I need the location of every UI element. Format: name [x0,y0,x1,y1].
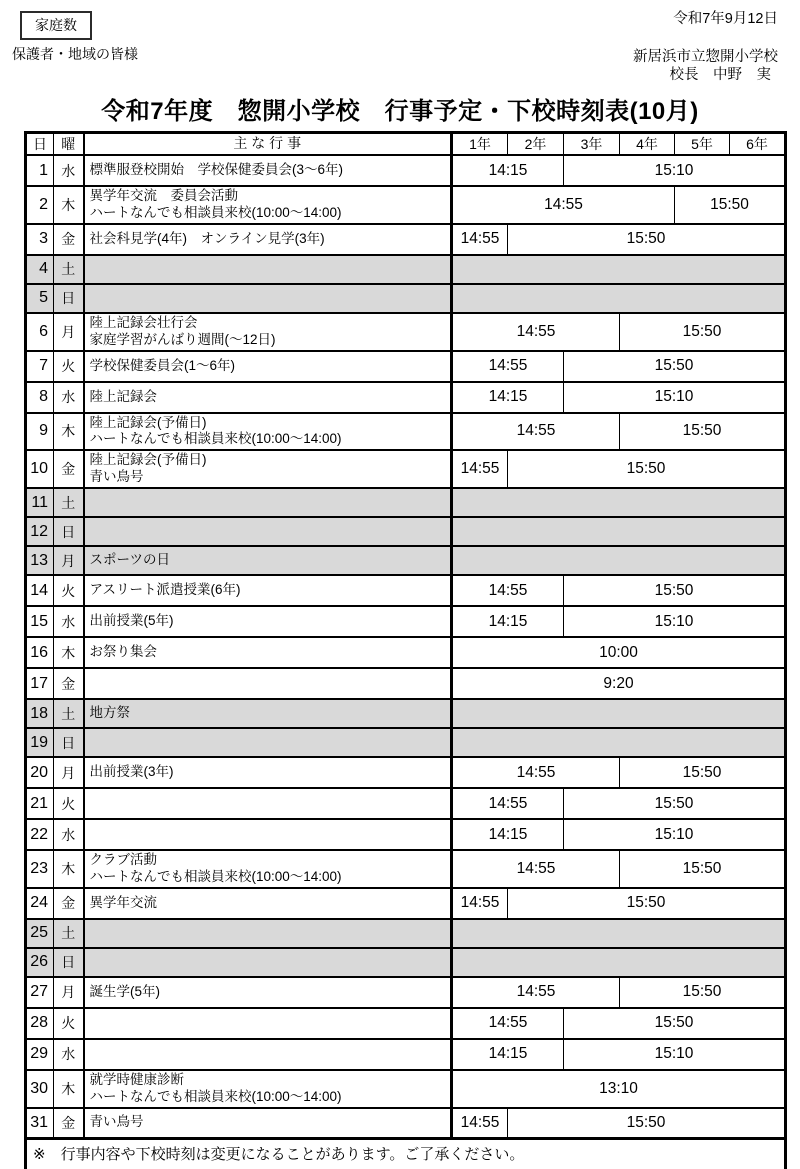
dismissal-time-cell: 13:10 [452,1070,786,1108]
time-cell-empty [452,546,786,575]
table-row [26,382,786,413]
weekday-cell: 木 [54,413,84,451]
header-grade-5: 5年 [675,133,730,156]
document-header [0,0,800,84]
day-number-cell: 20 [26,757,54,788]
weekday-cell: 土 [54,699,84,728]
household-count-box: 家庭数 [20,11,92,40]
weekday-cell: 木 [54,637,84,668]
table-row [26,575,786,606]
table-row [26,1008,786,1039]
table-row [26,546,786,575]
event-line: ハートなんでも相談員来校(10:00〜14:00) [89,868,342,884]
day-number-cell: 26 [26,948,54,977]
event-line: 就学時健康診断 [89,1071,184,1087]
weekday-cell: 木 [54,1070,84,1108]
day-number-cell: 28 [26,1008,54,1039]
dismissal-time-cell: 15:50 [564,788,786,819]
weekday-cell: 日 [54,948,84,977]
dismissal-time-cell: 14:15 [452,155,564,186]
dismissal-time-cell: 15:50 [620,977,786,1008]
event-cell [84,637,452,668]
table-header-row [26,133,786,156]
table-row [26,606,786,637]
weekday-cell: 木 [54,186,84,224]
event-cell [84,788,452,819]
dismissal-time-cell: 15:10 [564,819,786,850]
day-number-cell: 31 [26,1108,54,1139]
event-cell [84,224,452,255]
day-number-cell: 21 [26,788,54,819]
dismissal-time-cell: 14:15 [452,1039,564,1070]
dismissal-time-cell: 14:55 [452,850,620,888]
header-grade-4: 4年 [620,133,675,156]
table-row [26,728,786,757]
day-number-cell: 29 [26,1039,54,1070]
header-grade-3: 3年 [564,133,620,156]
header-day: 日 [26,133,54,156]
dismissal-time-cell: 14:55 [452,413,620,451]
day-number-cell: 30 [26,1070,54,1108]
weekday-cell: 水 [54,819,84,850]
weekday-cell: 月 [54,546,84,575]
dismissal-time-cell: 14:15 [452,606,564,637]
event-cell [84,699,452,728]
dismissal-time-cell: 14:55 [452,757,620,788]
table-row [26,1039,786,1070]
dismissal-time-cell: 14:55 [452,313,620,351]
dismissal-time-cell: 15:50 [508,450,786,488]
event-cell [84,450,452,488]
dismissal-time-cell: 14:55 [452,788,564,819]
table-row [26,919,786,948]
event-line: 陸上記録会壮行会 [89,314,198,330]
weekday-cell: 金 [54,888,84,919]
time-cell-empty [452,948,786,977]
event-line: 青い鳥号 [89,1114,144,1130]
dismissal-time-cell: 10:00 [452,637,786,668]
day-number-cell: 7 [26,351,54,382]
event-line: スポーツの日 [89,552,170,568]
weekday-cell: 火 [54,575,84,606]
weekday-cell: 日 [54,728,84,757]
event-line: お祭り集会 [89,644,157,660]
event-cell [84,517,452,546]
event-line: 陸上記録会(予備日) [89,414,207,430]
table-row [26,888,786,919]
dismissal-time-cell: 15:50 [508,224,786,255]
weekday-cell: 月 [54,757,84,788]
header-right [633,11,778,84]
table-row [26,819,786,850]
table-row [26,155,786,186]
event-cell [84,575,452,606]
event-cell [84,413,452,451]
day-number-cell: 25 [26,919,54,948]
event-line: ハートなんでも相談員来校(10:00〜14:00) [89,204,342,220]
weekday-cell: 土 [54,919,84,948]
day-number-cell: 5 [26,284,54,313]
event-cell [84,1039,452,1070]
dismissal-time-cell: 15:10 [564,382,786,413]
day-number-cell: 1 [26,155,54,186]
time-cell-empty [452,284,786,313]
time-cell-empty [452,699,786,728]
page-title: 令和7年度 惣開小学校 行事予定・下校時刻表(10月) [101,98,699,126]
table-row [26,413,786,451]
header-grade-6: 6年 [730,133,786,156]
principal-name: 校長 中野 実 [669,67,771,84]
day-number-cell: 19 [26,728,54,757]
table-row [26,255,786,284]
dismissal-time-cell: 14:55 [452,224,508,255]
event-line: 標準服登校開始 学校保健委員会(3〜6年) [89,162,344,178]
weekday-cell: 木 [54,850,84,888]
table-row [26,1070,786,1108]
event-cell [84,546,452,575]
header-weekday: 曜 [54,133,84,156]
weekday-cell: 水 [54,606,84,637]
event-cell [84,948,452,977]
event-line: 陸上記録会 [89,388,157,404]
table-row [26,1108,786,1139]
dismissal-time-cell: 14:55 [452,450,508,488]
day-number-cell: 3 [26,224,54,255]
table-row [26,186,786,224]
event-line: 家庭学習がんばり週間(〜12日) [89,331,276,347]
dismissal-time-cell: 15:50 [508,1108,786,1139]
day-number-cell: 23 [26,850,54,888]
weekday-cell: 火 [54,1008,84,1039]
day-number-cell: 27 [26,977,54,1008]
weekday-cell: 土 [54,488,84,517]
event-cell [84,313,452,351]
dismissal-time-cell: 14:55 [452,186,675,224]
dismissal-time-cell: 14:15 [452,382,564,413]
header-events: 主 な 行 事 [84,133,452,156]
weekday-cell: 水 [54,155,84,186]
table-row [26,788,786,819]
table-row [26,517,786,546]
event-cell [84,351,452,382]
event-cell [84,255,452,284]
time-cell-empty [452,919,786,948]
day-number-cell: 10 [26,450,54,488]
weekday-cell: 日 [54,517,84,546]
weekday-cell: 月 [54,977,84,1008]
weekday-cell: 水 [54,382,84,413]
event-line: 学校保健委員会(1〜6年) [89,357,236,373]
day-number-cell: 17 [26,668,54,699]
weekday-cell: 金 [54,668,84,699]
event-line: ハートなんでも相談員来校(10:00〜14:00) [89,1088,342,1104]
day-number-cell: 13 [26,546,54,575]
footer-note: ※ 行事内容や下校時刻は変更になることがあります。ご了承ください。 [26,1139,786,1169]
table-row [26,699,786,728]
dismissal-time-cell: 15:10 [564,155,786,186]
day-number-cell: 24 [26,888,54,919]
dismissal-time-cell: 15:50 [564,575,786,606]
day-number-cell: 4 [26,255,54,284]
dismissal-time-cell: 15:50 [564,351,786,382]
weekday-cell: 金 [54,450,84,488]
table-row [26,948,786,977]
header-grade-1: 1年 [452,133,508,156]
event-line: 誕生学(5年) [89,983,160,999]
event-line: 異学年交流 委員会活動 [89,188,238,204]
event-cell [84,1008,452,1039]
audience-line: 保護者・地域の皆様 [12,46,138,62]
event-cell [84,382,452,413]
event-cell [84,1070,452,1108]
table-row [26,450,786,488]
day-number-cell: 11 [26,488,54,517]
table-row [26,284,786,313]
table-row [26,351,786,382]
time-cell-empty [452,517,786,546]
day-number-cell: 14 [26,575,54,606]
dismissal-time-cell: 15:50 [675,186,786,224]
event-cell [84,977,452,1008]
weekday-cell: 火 [54,788,84,819]
day-number-cell: 12 [26,517,54,546]
dismissal-time-cell: 15:50 [620,313,786,351]
note-row [26,1139,786,1169]
table-row [26,313,786,351]
weekday-cell: 金 [54,1108,84,1139]
dismissal-time-cell: 15:50 [620,413,786,451]
table-row [26,488,786,517]
issue-date: 令和7年9月12日 [673,11,778,27]
school-name: 新居浜市立惣開小学校 [633,48,778,65]
event-line: 社会科見学(4年) オンライン見学(3年) [89,230,325,246]
event-line: 出前授業(3年) [89,764,174,780]
event-cell [84,757,452,788]
day-number-cell: 6 [26,313,54,351]
dismissal-time-cell: 15:50 [620,757,786,788]
event-cell [84,819,452,850]
event-line: アスリート派遣授業(6年) [89,582,241,598]
table-row [26,668,786,699]
weekday-cell: 土 [54,255,84,284]
day-number-cell: 9 [26,413,54,451]
dismissal-time-cell: 15:50 [564,1008,786,1039]
event-cell [84,606,452,637]
event-line: 青い鳥号 [89,469,144,485]
event-cell [84,919,452,948]
dismissal-time-cell: 15:50 [620,850,786,888]
event-cell [84,155,452,186]
table-row [26,757,786,788]
weekday-cell: 月 [54,313,84,351]
day-number-cell: 16 [26,637,54,668]
event-cell [84,728,452,757]
time-cell-empty [452,728,786,757]
weekday-cell: 日 [54,284,84,313]
event-cell [84,888,452,919]
header-left [12,11,138,84]
dismissal-time-cell: 14:55 [452,351,564,382]
dismissal-time-cell: 15:10 [564,606,786,637]
table-row [26,850,786,888]
day-number-cell: 15 [26,606,54,637]
dismissal-time-cell: 9:20 [452,668,786,699]
event-cell [84,1108,452,1139]
dismissal-time-cell: 14:55 [452,575,564,606]
event-cell [84,850,452,888]
event-cell [84,488,452,517]
dismissal-time-cell: 14:55 [452,1008,564,1039]
header-grade-2: 2年 [508,133,564,156]
table-row [26,224,786,255]
dismissal-time-cell: 15:50 [508,888,786,919]
table-row [26,977,786,1008]
weekday-cell: 水 [54,1039,84,1070]
event-cell [84,284,452,313]
event-line: 異学年交流 [89,894,157,910]
event-line: 出前授業(5年) [89,613,174,629]
dismissal-time-cell: 15:10 [564,1039,786,1070]
day-number-cell: 2 [26,186,54,224]
dismissal-time-cell: 14:15 [452,819,564,850]
day-number-cell: 8 [26,382,54,413]
dismissal-time-cell: 14:55 [452,888,508,919]
event-line: クラブ活動 [89,852,157,868]
event-cell [84,186,452,224]
table-row [26,637,786,668]
dismissal-time-cell: 14:55 [452,1108,508,1139]
event-line: 陸上記録会(予備日) [89,452,207,468]
time-cell-empty [452,488,786,517]
weekday-cell: 金 [54,224,84,255]
day-number-cell: 22 [26,819,54,850]
event-cell [84,668,452,699]
schedule-rows [26,155,786,1139]
event-line: 地方祭 [89,705,130,721]
weekday-cell: 火 [54,351,84,382]
event-line: ハートなんでも相談員来校(10:00〜14:00) [89,431,342,447]
schedule-table [24,131,787,1169]
time-cell-empty [452,255,786,284]
day-number-cell: 18 [26,699,54,728]
dismissal-time-cell: 14:55 [452,977,620,1008]
